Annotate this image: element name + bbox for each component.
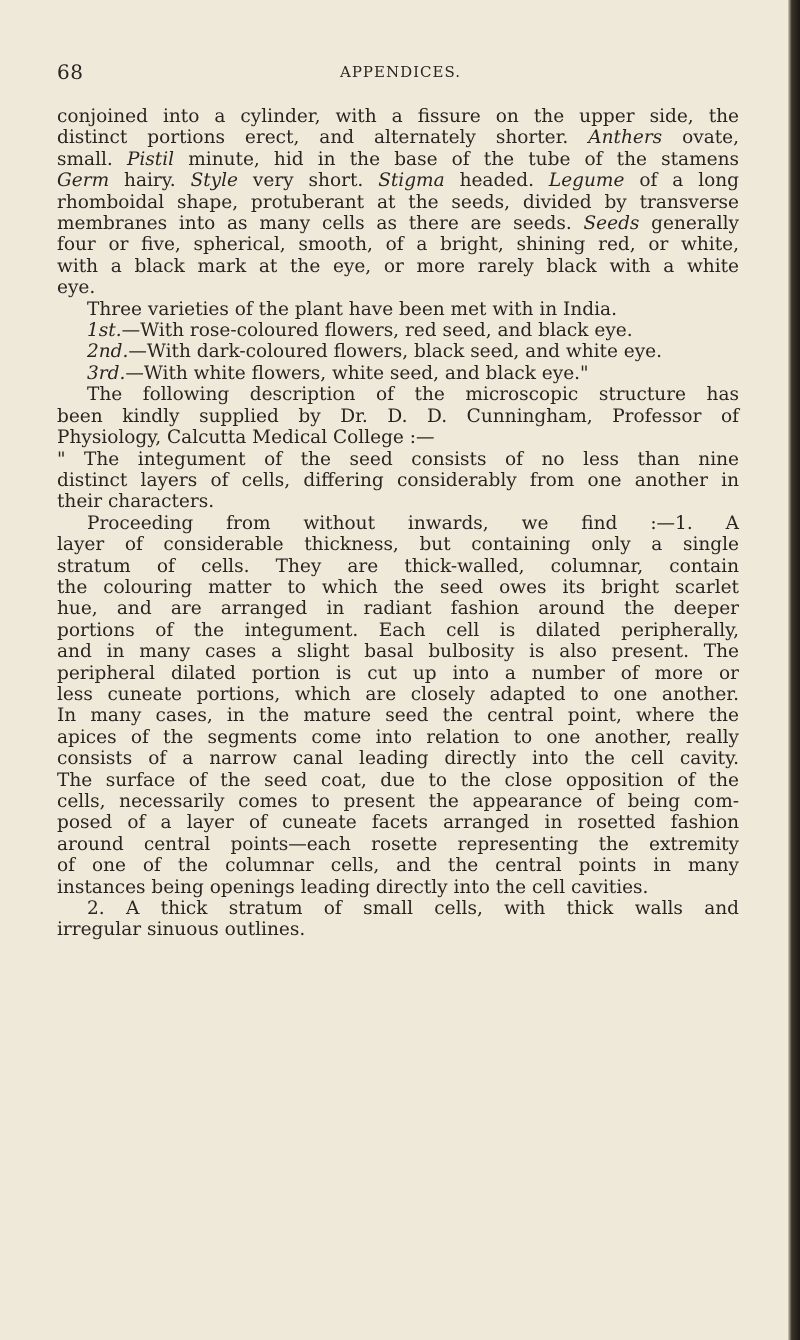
text-line bbox=[57, 534, 739, 555]
text-run: portions of the integument. Each cell is dilated peripherally, bbox=[57, 619, 739, 641]
page-number: 68 bbox=[57, 60, 84, 84]
text-run: eye. bbox=[57, 277, 96, 299]
text-line bbox=[57, 727, 739, 748]
text-line bbox=[57, 170, 739, 191]
text-run: distinct portions erect, and alternately shorter. bbox=[57, 127, 589, 149]
text-run: hue, and are arranged in radiant fashion around the deeper bbox=[57, 598, 739, 620]
text-line bbox=[57, 127, 739, 148]
text-line bbox=[57, 770, 739, 791]
text-run: hairy. bbox=[109, 170, 191, 192]
text-line bbox=[57, 470, 739, 491]
text-line bbox=[57, 341, 739, 362]
text-line bbox=[57, 363, 739, 384]
text-run: generally bbox=[639, 213, 739, 235]
text-run: the colouring matter to which the seed owes its bright scarlet bbox=[57, 576, 739, 598]
text-run: Three varieties of the plant have been met with in India. bbox=[87, 298, 617, 320]
italic-term: 1st. bbox=[87, 320, 122, 342]
italic-term: Pistil bbox=[126, 148, 175, 170]
italic-term: Anthers bbox=[588, 127, 663, 149]
text-line bbox=[57, 299, 739, 320]
text-line bbox=[57, 641, 739, 662]
text-run: —With rose-coloured flowers, red seed, and black eye. bbox=[121, 320, 633, 342]
text-run: of a long bbox=[624, 170, 739, 192]
text-run: irregular sinuous outlines. bbox=[57, 919, 306, 941]
italic-term: 3rd. bbox=[87, 362, 126, 384]
italic-term: Legume bbox=[548, 170, 625, 192]
italic-term: Stigma bbox=[378, 170, 445, 192]
text-line bbox=[57, 577, 739, 598]
text-line bbox=[57, 663, 739, 684]
text-line bbox=[57, 919, 739, 940]
text-line bbox=[57, 834, 739, 855]
text-run: Physiology, Calcutta Medical College :— bbox=[57, 427, 435, 449]
text-line bbox=[57, 256, 739, 277]
text-run: less cuneate portions, which are closely adapted to one another. bbox=[57, 683, 739, 705]
text-run: been kindly supplied by Dr. D. D. Cunningham, Professor of bbox=[57, 405, 739, 427]
text-line bbox=[57, 234, 739, 255]
text-line bbox=[57, 277, 739, 298]
text-run: four or five, spherical, smooth, of a bright, shining red, or white, bbox=[57, 234, 739, 256]
text-line bbox=[57, 620, 739, 641]
text-line bbox=[57, 149, 739, 170]
text-run: consists of a narrow canal leading directly into the cell cavity. bbox=[57, 748, 739, 770]
text-run: very short. bbox=[238, 170, 379, 192]
text-run: cells, necessarily comes to present the appearance of being com- bbox=[57, 791, 739, 812]
page-edge-shadow bbox=[788, 0, 800, 1340]
text-run: minute, hid in the base of the tube of the stamens bbox=[174, 148, 739, 170]
text-line bbox=[57, 406, 739, 427]
text-line bbox=[57, 556, 739, 577]
text-run: posed of a layer of cuneate facets arranged in rosetted fashion bbox=[57, 812, 739, 834]
text-run: 2. A thick stratum of small cells, with thick walls and bbox=[87, 898, 739, 920]
text-run: membranes into as many cells as there are seeds. bbox=[57, 213, 584, 235]
running-head: APPENDICES. bbox=[340, 63, 461, 81]
text-run: In many cases, in the mature seed the central point, where the bbox=[57, 705, 739, 727]
text-run: ovate, bbox=[662, 127, 739, 149]
text-run: small. bbox=[57, 148, 127, 170]
text-line bbox=[57, 684, 739, 705]
text-run: instances being openings leading directly into the cell cavities. bbox=[57, 876, 649, 898]
text-run: peripheral dilated portion is cut up into a number of more or bbox=[57, 662, 739, 684]
text-line bbox=[57, 598, 739, 619]
text-line bbox=[57, 877, 739, 898]
text-line bbox=[57, 705, 739, 726]
text-run: layer of considerable thickness, but containing only a single bbox=[57, 534, 739, 556]
text-run: around central points—each rosette representing the extremity bbox=[57, 833, 739, 855]
text-run: conjoined into a cylinder, with a fissure on the upper side, the bbox=[57, 106, 739, 127]
text-line bbox=[57, 513, 739, 534]
text-line bbox=[57, 213, 739, 234]
italic-term: Style bbox=[190, 170, 238, 192]
text-line bbox=[57, 384, 739, 405]
text-run: Proceeding from without inwards, we find :—1. A bbox=[87, 512, 739, 534]
text-line bbox=[57, 748, 739, 769]
italic-term: Seeds bbox=[583, 213, 640, 235]
text-run: of one of the columnar cells, and the central points in many bbox=[57, 855, 739, 877]
italic-term: 2nd. bbox=[87, 341, 129, 363]
text-line bbox=[57, 192, 739, 213]
text-line bbox=[57, 855, 739, 876]
text-run: apices of the segments come into relation to one another, really bbox=[57, 726, 739, 748]
text-run: headed. bbox=[444, 170, 549, 192]
text-run: and in many cases a slight basal bulbosity is also present. The bbox=[57, 641, 739, 663]
text-line bbox=[57, 898, 739, 919]
text-run: stratum of cells. They are thick-walled, columnar, contain bbox=[57, 555, 739, 577]
text-line bbox=[57, 791, 739, 812]
text-line bbox=[57, 449, 739, 470]
text-line bbox=[57, 491, 739, 512]
text-run: distinct layers of cells, differing considerably from one another in bbox=[57, 469, 739, 491]
text-line bbox=[57, 427, 739, 448]
italic-term: Germ bbox=[57, 170, 110, 192]
text-run: rhomboidal shape, protuberant at the seeds, divided by transverse bbox=[57, 191, 739, 213]
body-text bbox=[57, 106, 739, 941]
text-run: —With white flowers, white seed, and black eye." bbox=[125, 362, 589, 384]
text-line bbox=[57, 812, 739, 833]
text-run: " The integument of the seed consists of no less than nine bbox=[57, 448, 739, 470]
text-line bbox=[57, 106, 739, 127]
text-run: The following description of the microscopic structure has bbox=[87, 384, 739, 406]
text-line bbox=[57, 320, 739, 341]
text-run: their characters. bbox=[57, 491, 215, 513]
text-run: —With dark-coloured flowers, black seed, and white eye. bbox=[128, 341, 663, 363]
text-run: The surface of the seed coat, due to the close opposition of the bbox=[57, 769, 739, 791]
text-run: with a black mark at the eye, or more rarely black with a white bbox=[57, 255, 739, 277]
